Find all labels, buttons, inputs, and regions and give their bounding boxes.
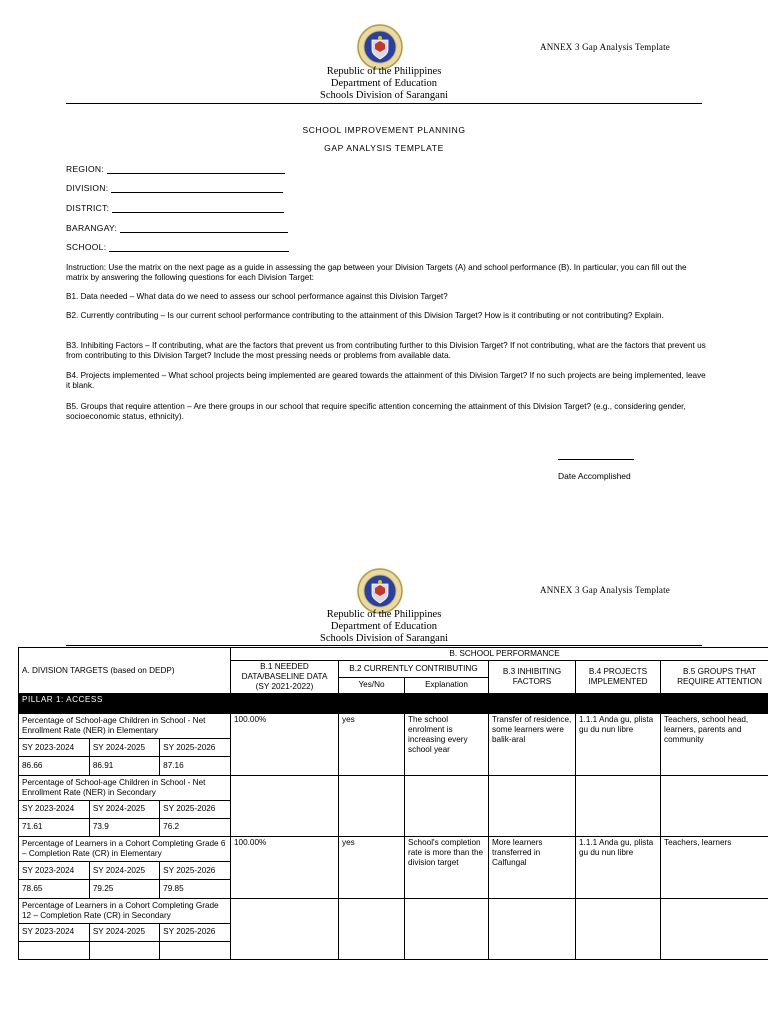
explanation-cell [405, 898, 489, 960]
year-label: SY 2025-2026 [160, 862, 230, 880]
year-label: SY 2024-2025 [89, 862, 159, 880]
projects-cell [576, 775, 661, 837]
yesno-cell [339, 775, 405, 837]
pillar-row: PILLAR 1: ACCESS [19, 694, 768, 714]
inhibiting-cell [489, 898, 576, 960]
explanation-cell: The school enrolment is increasing every school year [405, 714, 489, 776]
target-value [89, 941, 159, 959]
b1-cell [231, 898, 339, 960]
annex-label: ANNEX 3 Gap Analysis Template [540, 585, 670, 595]
district-field[interactable]: DISTRICT: [66, 203, 284, 213]
department-text: Department of Education [330, 621, 438, 632]
groups-cell: Teachers, learners [661, 837, 768, 899]
year-label: SY 2024-2025 [89, 739, 159, 757]
table-row [19, 837, 768, 899]
table-row [19, 775, 768, 837]
gap-analysis-table [18, 647, 768, 960]
b2-text: B2. Currently contributing – Is our current school performance contributing to the attainment of this Division Target? How is it contributing or not contributing? Explain. [66, 311, 664, 320]
b1-cell [231, 775, 339, 837]
year-label: SY 2024-2025 [89, 923, 159, 941]
target-cell [19, 775, 231, 837]
year-label: SY 2025-2026 [160, 800, 230, 818]
b1-cell: 100.00% [231, 837, 339, 899]
explanation-cell [405, 775, 489, 837]
target-value: 79.25 [89, 880, 159, 898]
target-value [19, 941, 89, 959]
department-text: Department of Education [330, 78, 438, 89]
col-b-header: B. SCHOOL PERFORMANCE [231, 648, 768, 661]
form-subtitle: GAP ANALYSIS TEMPLATE [324, 143, 444, 153]
b2-explanation-header: Explanation [405, 677, 489, 694]
yesno-cell: yes [339, 837, 405, 899]
date-accomplished-label: Date Accomplished [558, 471, 631, 481]
target-value: 73.9 [89, 818, 159, 836]
annex-label: ANNEX 3 Gap Analysis Template [540, 42, 670, 52]
b5-text: B5. Groups that require attention – Are there groups in our school that require specific attention concerning the attainment of this Division Target? (e.g., considering gender, socioeconomic status, ethnicity). [66, 402, 686, 421]
projects-cell [576, 898, 661, 960]
target-value: 76.2 [160, 818, 230, 836]
groups-cell [661, 898, 768, 960]
signature-line [558, 459, 634, 460]
deped-seal-icon [357, 24, 403, 70]
target-value: 86.66 [19, 757, 89, 775]
deped-seal-icon [357, 568, 403, 614]
republic-text: Republic of the Philippines [326, 609, 442, 620]
groups-cell [661, 775, 768, 837]
b2-header: B.2 CURRENTLY CONTRIBUTING [339, 661, 489, 678]
target-cell [19, 837, 231, 899]
year-label: SY 2025-2026 [160, 739, 230, 757]
projects-cell: 1.1.1 Anda gu, plista gu du nun libre [576, 714, 661, 776]
col-a-header: A. DIVISION TARGETS (based on DEDP) [19, 648, 231, 694]
target-cell [19, 898, 231, 960]
header-rule [66, 645, 702, 646]
target-value: 71.61 [19, 818, 89, 836]
year-label: SY 2025-2026 [160, 923, 230, 941]
b2-yesno-header: Yes/No [339, 677, 405, 694]
republic-text: Republic of the Philippines [326, 66, 442, 77]
b1-header: B.1 NEEDED DATA/BASELINE DATA (SY 2021-2022) [231, 661, 339, 694]
school-field[interactable]: SCHOOL: [66, 242, 289, 252]
b4-text: B4. Projects implemented – What school projects being implemented are geared towards the attainment of this Division Target? If no such projects are being implemented, leave it blank. [66, 371, 706, 390]
target-description: Percentage of School-age Children in School - Net Enrollment Rate (NER) in Elementary [22, 716, 206, 735]
year-label: SY 2023-2024 [19, 800, 89, 818]
division-field[interactable]: DIVISION: [66, 183, 283, 193]
letterhead [0, 66, 768, 102]
explanation-cell: School's completion rate is more than the division target [405, 837, 489, 899]
target-description: Percentage of School-age Children in School - Net Enrollment Rate (NER) in Secondary [22, 777, 206, 797]
groups-cell: Teachers, school head, learners, parents and community [661, 714, 768, 776]
barangay-field[interactable]: BARANGAY: [66, 223, 288, 233]
b5-header: B.5 GROUPS THAT REQUIRE ATTENTION [661, 661, 768, 694]
year-label: SY 2023-2024 [19, 739, 89, 757]
target-value: 87.16 [160, 757, 230, 775]
division-text: Schools Division of Sarangani [319, 90, 449, 101]
target-value: 79.85 [160, 880, 230, 898]
year-label: SY 2023-2024 [19, 923, 89, 941]
header-rule [66, 103, 702, 104]
form-title: SCHOOL IMPROVEMENT PLANNING [302, 125, 466, 135]
b1-text: B1. Data needed – What data do we need to assess our school performance against this Division Target? [66, 292, 448, 301]
b1-cell: 100.00% [231, 714, 339, 776]
yesno-cell: yes [339, 714, 405, 776]
instruction-text: Instruction: Use the matrix on the next page as a guide in assessing the gap between your Division Targets (A) and school performance (B). In particular, you can fill out the matrix by answering the following questions for each Division Target: [66, 263, 687, 282]
table-row [19, 898, 768, 960]
target-description: Percentage of Learners in a Cohort Completing Grade 12 – Completion Rate (CR) in Secondary [22, 900, 219, 920]
b3-text: B3. Inhibiting Factors – If contributing, what are the factors that prevent us from contributing further to this Division Target? If not contributing, what are the factors that prevent us from contributing to this Division Target? Include the most pressing needs or problems from available data. [66, 341, 706, 360]
year-label: SY 2023-2024 [19, 862, 89, 880]
b3-header: B.3 INHIBITING FACTORS [489, 661, 576, 694]
letterhead [0, 609, 768, 645]
target-cell [19, 714, 231, 776]
inhibiting-cell [489, 775, 576, 837]
projects-cell: 1.1.1 Anda gu, plista gu du nun libre [576, 837, 661, 899]
target-description: Percentage of Learners in a Cohort Completing Grade 6 – Completion Rate (CR) in Elementary [22, 839, 226, 858]
region-field[interactable]: REGION: [66, 164, 285, 174]
yesno-cell [339, 898, 405, 960]
table-row [19, 714, 768, 776]
target-value: 78.65 [19, 880, 89, 898]
year-label: SY 2024-2025 [89, 800, 159, 818]
target-value [160, 941, 230, 959]
b4-header: B.4 PROJECTS IMPLEMENTED [576, 661, 661, 694]
division-text: Schools Division of Sarangani [319, 633, 449, 644]
inhibiting-cell: More learners transferred in Calfungal [489, 837, 576, 899]
target-value: 86.91 [89, 757, 159, 775]
inhibiting-cell: Transfer of residence, some learners were balik-aral [489, 714, 576, 776]
